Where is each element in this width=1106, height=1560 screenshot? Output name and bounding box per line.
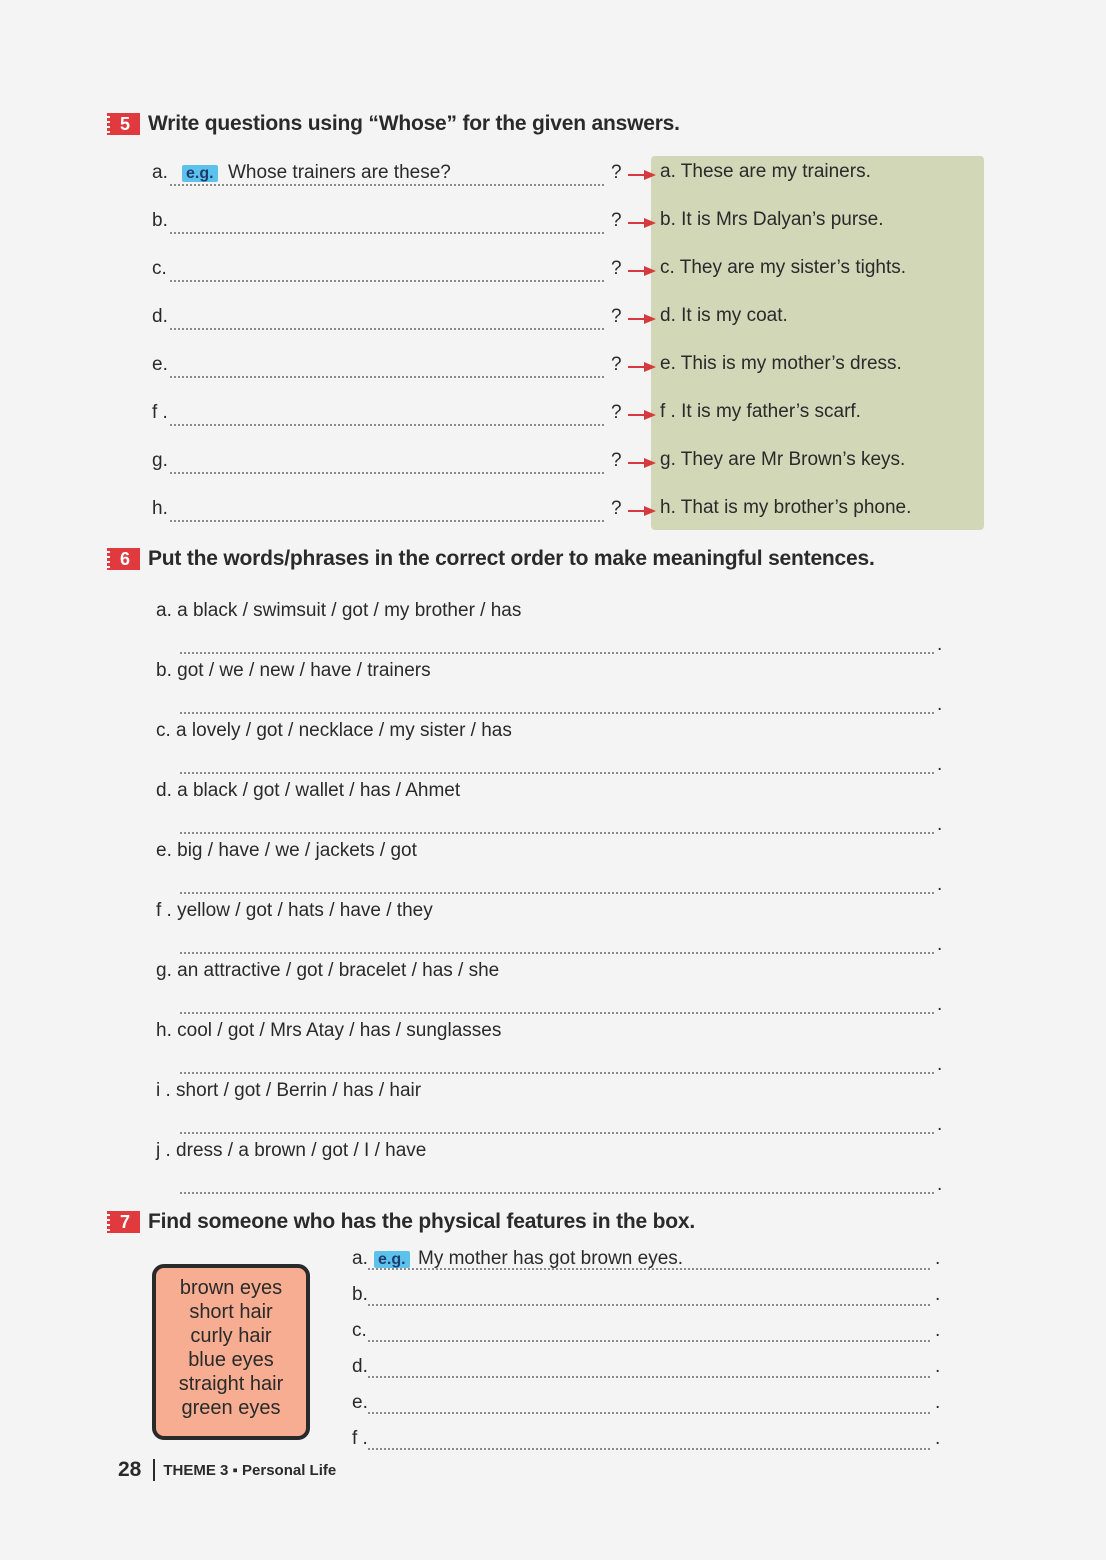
arrow-right-icon	[628, 361, 656, 373]
sentence-period: .	[935, 1284, 941, 1305]
exercise-title: Put the words/phrases in the correct order to make meaningful sentences.	[148, 547, 875, 570]
answer-line[interactable]	[368, 1354, 930, 1378]
sentence-period: .	[935, 1428, 941, 1449]
sentence-period: .	[937, 814, 943, 835]
question-row	[152, 206, 652, 236]
question-letter: a.	[152, 162, 168, 183]
page-footer	[118, 1458, 336, 1482]
question-mark: ?	[611, 162, 622, 183]
eg-highlight: e.g.	[182, 165, 218, 182]
question-answer-line[interactable]	[170, 448, 604, 474]
answer-letter: e.	[352, 1392, 368, 1413]
question-answer-line[interactable]	[170, 496, 604, 522]
given-answer: g. They are Mr Brown’s keys.	[660, 449, 906, 470]
exercise-number-badge: 5	[110, 113, 140, 135]
question-mark: ?	[611, 306, 622, 327]
scrambled-prompt: b. got / we / new / have / trainers	[156, 660, 431, 681]
answer-line[interactable]	[368, 1318, 930, 1342]
page-number: 28	[118, 1458, 142, 1481]
answer-letter: c.	[352, 1320, 367, 1341]
answer-letter: f .	[352, 1428, 368, 1449]
answer-line[interactable]	[180, 1058, 934, 1074]
sentence-period: .	[937, 1114, 943, 1135]
sentence-period: .	[937, 634, 943, 655]
feature-item: brown eyes	[179, 1277, 283, 1299]
feature-answer-row	[352, 1316, 942, 1344]
answer-line[interactable]	[180, 938, 934, 954]
given-answer: h. That is my brother’s phone.	[660, 497, 912, 518]
scrambled-prompt: c. a lovely / got / necklace / my sister / has	[156, 720, 512, 741]
answer-letter: b.	[352, 1284, 368, 1305]
question-row	[152, 446, 652, 476]
example-question: Whose trainers are these?	[228, 162, 451, 183]
given-answer: c. They are my sister’s tights.	[660, 257, 907, 278]
arrow-right-icon	[628, 505, 656, 517]
answer-line[interactable]	[180, 698, 934, 714]
question-letter: h.	[152, 498, 168, 519]
question-row	[152, 254, 652, 284]
arrow-right-icon	[628, 265, 656, 277]
example-label	[374, 1248, 410, 1270]
question-mark: ?	[611, 402, 622, 423]
question-answer-line[interactable]	[170, 256, 604, 282]
sentence-period: .	[937, 934, 943, 955]
scrambled-prompt: g. an attractive / got / bracelet / has / she	[156, 960, 500, 981]
answer-line[interactable]	[368, 1426, 930, 1450]
arrow-right-icon	[628, 169, 656, 181]
question-letter: d.	[152, 306, 168, 327]
answer-line[interactable]	[180, 818, 934, 834]
sentence-period: .	[937, 1054, 943, 1075]
question-answer-line[interactable]	[170, 304, 604, 330]
answer-line[interactable]	[180, 758, 934, 774]
sentence-period: .	[937, 1174, 943, 1195]
example-label	[182, 162, 218, 184]
theme-label: THEME 3 ▪ Personal Life	[163, 1461, 337, 1479]
feature-answer-row	[352, 1280, 942, 1308]
exercise-title: Find someone who has the physical features in the box.	[148, 1210, 695, 1233]
given-answer: a. These are my trainers.	[660, 161, 871, 182]
answer-line[interactable]	[368, 1282, 930, 1306]
given-answer: e. This is my mother’s dress.	[660, 353, 902, 374]
example-answer: My mother has got brown eyes.	[418, 1248, 684, 1269]
scrambled-prompt: f . yellow / got / hats / have / they	[156, 900, 433, 921]
given-answer: b. It is Mrs Dalyan’s purse.	[660, 209, 884, 230]
exercise-number-badge: 6	[110, 548, 140, 570]
question-letter: g.	[152, 450, 168, 471]
sentence-period: .	[937, 754, 943, 775]
scrambled-prompt: e. big / have / we / jackets / got	[156, 840, 417, 861]
question-mark: ?	[611, 258, 622, 279]
footer-divider	[153, 1459, 155, 1481]
question-answer-line[interactable]	[170, 208, 604, 234]
scrambled-prompt: a. a black / swimsuit / got / my brother / has	[156, 600, 522, 621]
scrambled-prompt: h. cool / got / Mrs Atay / has / sunglasses	[156, 1020, 502, 1041]
question-mark: ?	[611, 210, 622, 231]
question-row	[152, 398, 652, 428]
given-answer: d. It is my coat.	[660, 305, 788, 326]
answer-letter: d.	[352, 1356, 368, 1377]
eg-highlight: e.g.	[374, 1251, 410, 1268]
question-row	[152, 302, 652, 332]
question-letter: c.	[152, 258, 167, 279]
answer-line[interactable]	[180, 1178, 934, 1194]
feature-answer-row	[352, 1244, 942, 1272]
sentence-period: .	[935, 1248, 941, 1269]
exercise-title: Write questions using “Whose” for the given answers.	[148, 112, 680, 135]
question-answer-line[interactable]	[170, 352, 604, 378]
answer-line[interactable]	[180, 1118, 934, 1134]
feature-item: short hair	[189, 1301, 273, 1323]
arrow-right-icon	[628, 409, 656, 421]
question-row	[152, 350, 652, 380]
answer-line[interactable]	[180, 638, 934, 654]
scrambled-prompt: i . short / got / Berrin / has / hair	[156, 1080, 422, 1101]
feature-item: blue eyes	[188, 1349, 274, 1371]
feature-item: straight hair	[178, 1373, 284, 1395]
exercise-5-heading	[110, 112, 680, 136]
question-letter: e.	[152, 354, 168, 375]
question-letter: b.	[152, 210, 168, 231]
sentence-period: .	[937, 874, 943, 895]
exercise-7-heading	[110, 1210, 695, 1234]
question-row	[152, 494, 652, 524]
question-mark: ?	[611, 450, 622, 471]
scrambled-prompt: j . dress / a brown / got / I / have	[156, 1140, 427, 1161]
question-answer-line[interactable]	[170, 400, 604, 426]
feature-item: curly hair	[190, 1325, 272, 1347]
question-mark: ?	[611, 498, 622, 519]
feature-answer-row	[352, 1388, 942, 1416]
answer-line[interactable]	[180, 878, 934, 894]
answer-line[interactable]	[368, 1390, 930, 1414]
sentence-period: .	[935, 1392, 941, 1413]
question-row	[152, 158, 652, 188]
given-answer: f . It is my father’s scarf.	[660, 401, 861, 422]
sentence-period: .	[937, 694, 943, 715]
features-box	[152, 1264, 310, 1440]
exercise-number-badge: 7	[110, 1211, 140, 1233]
answer-letter: a.	[352, 1248, 368, 1269]
arrow-right-icon	[628, 457, 656, 469]
scrambled-prompt: d. a black / got / wallet / has / Ahmet	[156, 780, 461, 801]
answer-line[interactable]	[180, 998, 934, 1014]
question-letter: f .	[152, 402, 168, 423]
question-mark: ?	[611, 354, 622, 375]
sentence-period: .	[935, 1356, 941, 1377]
arrow-right-icon	[628, 313, 656, 325]
exercise-6-heading	[110, 547, 875, 571]
feature-answer-row	[352, 1352, 942, 1380]
sentence-period: .	[937, 994, 943, 1015]
feature-answer-row	[352, 1424, 942, 1452]
arrow-right-icon	[628, 217, 656, 229]
sentence-period: .	[935, 1320, 941, 1341]
feature-item: green eyes	[181, 1397, 281, 1419]
